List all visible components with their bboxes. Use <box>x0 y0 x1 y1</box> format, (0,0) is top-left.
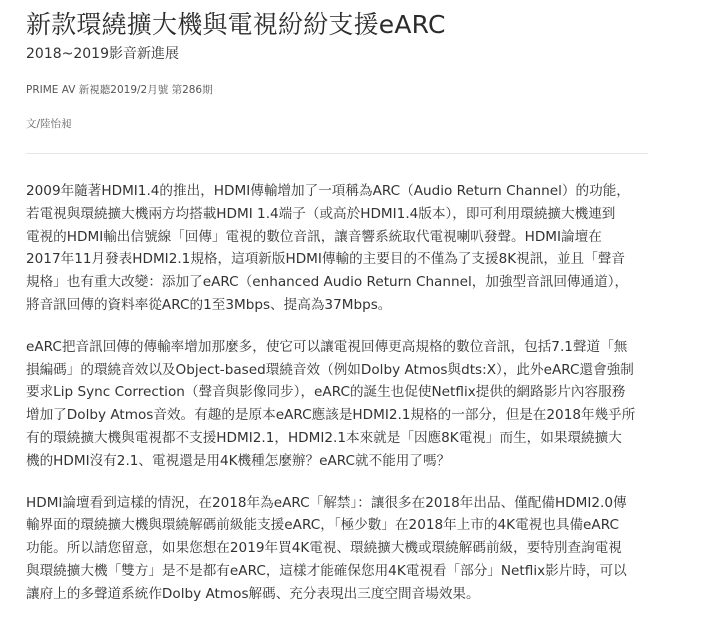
paragraph-line: 電視的HDMI輸出信號線「回傳」電視的數位音訊，讓音響系統取代電視喇叭發聲。HDMI論壇在 <box>26 228 602 245</box>
paragraph-line: 若電視與環繞擴大機兩方均搭載HDMI 1.4端子（或高於HDMI1.4版本），即可利用環繞擴大機連到 <box>26 205 616 222</box>
author-byline: 文/陸怡昶 <box>26 118 72 130</box>
paragraph-line: 2017年11月發表HDMI2.1規格，這項新版HDMI傳輸的主要目的不僅為了支援8K視訊，並且「聲音 <box>26 251 625 268</box>
paragraph-line: 機的HDMI沒有2.1、電視還是用4K機種怎麼辦？eARC就不能用了嗎？ <box>26 452 451 469</box>
paragraph-line: 2009年隨著HDMI1.4的推出，HDMI傳輸增加了一項稱為ARC（Audio Return Channel）的功能， <box>26 183 630 199</box>
paragraph-line: 增加了Dolby Atmos音效。有趣的是原本eARC應該是HDMI2.1規格的一部分，但是在2018年幾乎所 <box>26 407 636 424</box>
header-divider <box>26 153 648 154</box>
paragraph-line: 功能。所以請您留意，如果您想在2019年買4K電視、環繞擴大機或環繞解碼前級，要特別查詢電視 <box>26 540 622 557</box>
paragraph-line: 與環繞擴大機「雙方」是不是都有eARC，這樣才能確保您用4K電視看「部分」Netflix影片時，可以 <box>26 562 627 579</box>
paragraph-1 <box>26 180 650 317</box>
paragraph-line: 輸界面的環繞擴大機與環繞解碼前級能支援eARC，「極少數」在2018年上市的4K電視也具備eARC <box>26 517 619 534</box>
article-title: 新款環繞擴大機與電視紛紛支援eARC <box>26 10 446 39</box>
publication-source: PRIME AV 新視聽2019/2月號 第286期 <box>26 84 213 96</box>
article-subtitle: 2018~2019影音新進展 <box>26 46 179 62</box>
article-body <box>26 180 650 625</box>
paragraph-3 <box>26 492 650 606</box>
paragraph-2 <box>26 336 650 473</box>
paragraph-line: 損編碼」的環繞音效以及Object-based環繞音效（例如Dolby Atmos與dts:X），此外eARC還會強制 <box>26 361 634 378</box>
paragraph-line: 讓府上的多聲道系統作Dolby Atmos解碼、充分表現出三度空間音場效果。 <box>26 585 480 602</box>
paragraph-line: 有的環繞擴大機與電視都不支援HDMI2.1，HDMI2.1本來就是「因應8K電視」而生，如果環繞擴大 <box>26 429 622 446</box>
paragraph-line: 將音訊回傳的資料率從ARC的1至3Mbps、提高為37Mbps。 <box>26 296 392 313</box>
paragraph-line: eARC把音訊回傳的傳輸率增加那麼多，使它可以讓電視回傳更高規格的數位音訊，包括7.1聲道「無 <box>26 338 628 355</box>
paragraph-line: 要求Lip Sync Correction（聲音與影像同步），eARC的誕生也促使Netflix提供的網路影片內容服務 <box>26 384 626 401</box>
paragraph-line: HDMI論壇看到這樣的情況，在2018年為eARC「解禁」：讓很多在2018年出品、僅配備HDMI2.0傳 <box>26 494 627 511</box>
paragraph-line: 規格」也有重大改變：添加了eARC（enhanced Audio Return Channel，加強型音訊回傳通道）， <box>26 274 629 291</box>
